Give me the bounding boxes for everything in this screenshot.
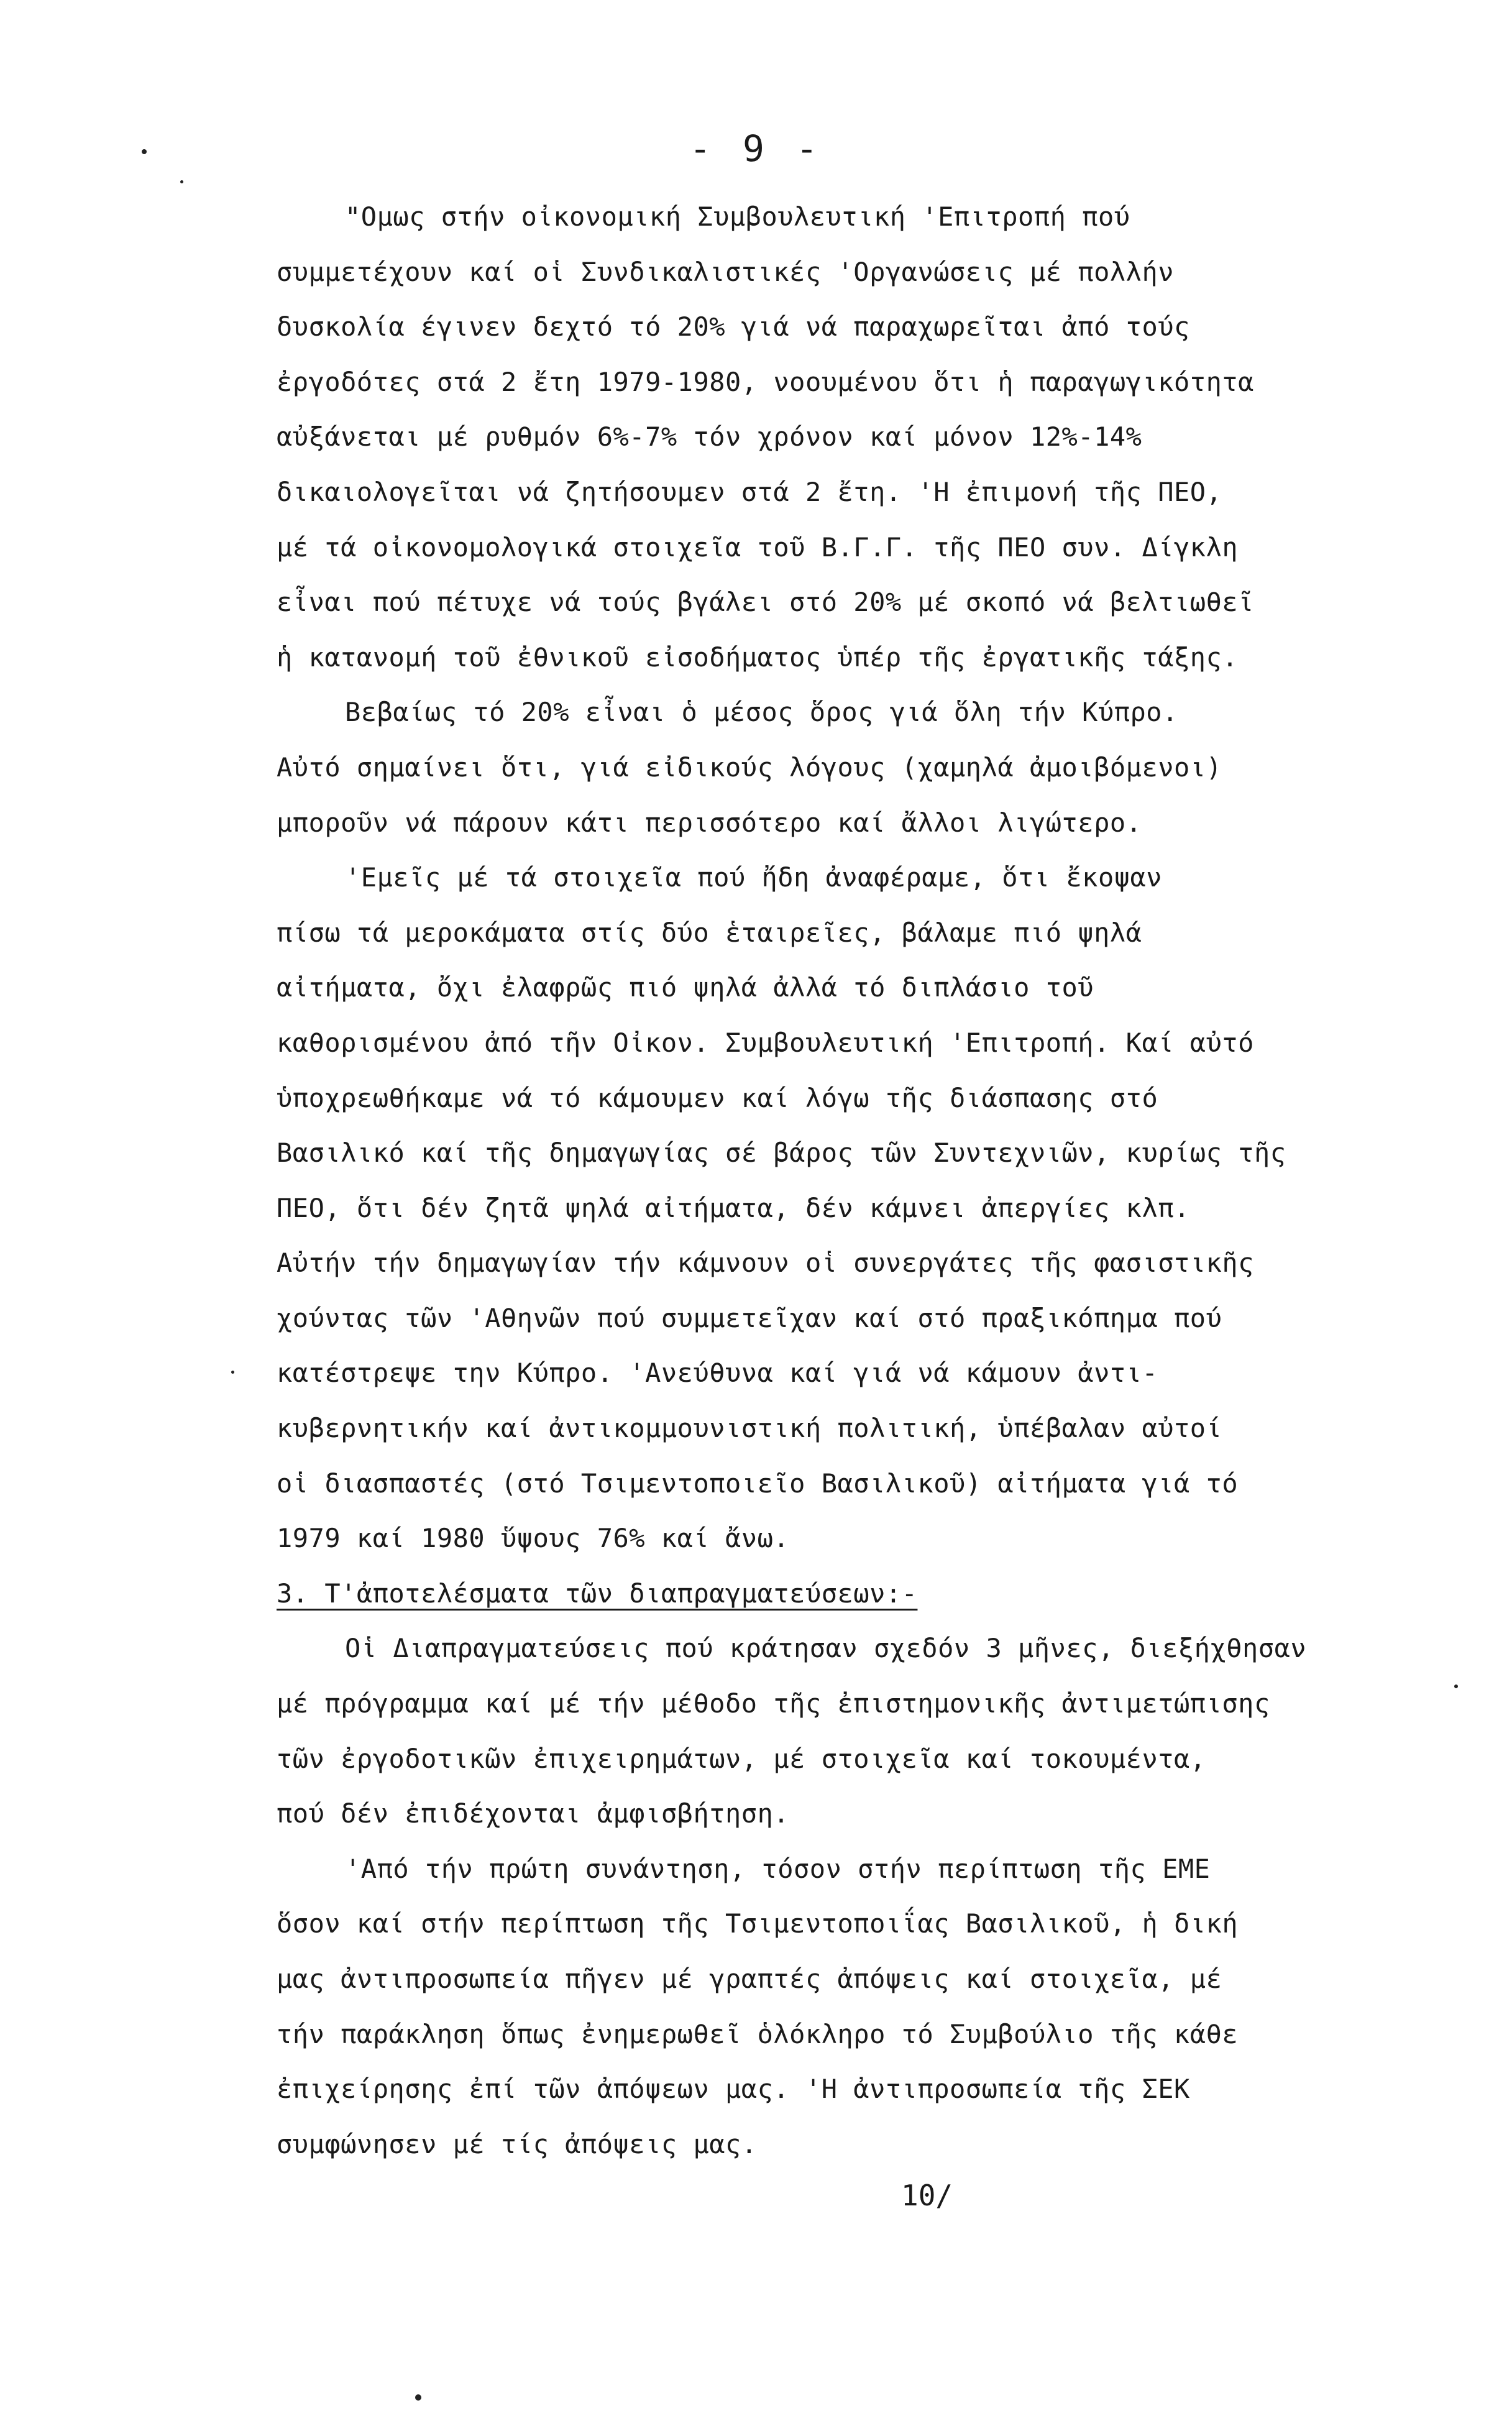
text-line: χούντας τῶν 'Αθηνῶν πού συμμετεῖχαν καί στό πραξικόπημα πού <box>277 1302 1222 1333</box>
text-line: οἱ διασπαστές (στό Τσιμεντοποιεῖο Βασιλικοῦ) αἰτήματα γιά τό <box>277 1468 1239 1499</box>
text-line: Αὐτήν τήν δημαγωγίαν τήν κάμνουν οἱ συνεργάτες τῆς φασιστικῆς <box>277 1248 1254 1279</box>
section-heading: 3. Τ'ἀποτελέσματα τῶν διαπραγματεύσεων:- <box>277 1578 918 1609</box>
text-line: αὐξάνεται μέ ρυθμόν 6%-7% τόν χρόνον καί μόνον 12%-14% <box>277 421 1142 453</box>
text-line: εἶναι πού πέτυχε νά τούς βγάλει στό 20% μέ σκοπό νά βελτιωθεῖ <box>277 587 1254 618</box>
text-line: Βασιλικό καί τῆς δημαγωγίας σέ βάρος τῶν Συντεχνιῶν, κυρίως τῆς <box>277 1138 1286 1169</box>
text-line: ἡ κατανομή τοῦ ἐθνικοῦ εἰσοδήματος ὑπέρ τῆς ἐργατικῆς τάξης. <box>277 641 1239 673</box>
document-body <box>277 190 1457 2172</box>
text-line: δυσκολία έγινεν δεχτό τό 20% γιά νά παραχωρεῖται ἀπό τούς <box>277 311 1190 342</box>
text-line: κυβερνητικήν καί ἀντικομμουνιστική πολιτική, ὑπέβαλαν αὐτοί <box>277 1413 1222 1444</box>
text-line: "Ομως στήν οἰκονομική Συμβουλευτική 'Επιτροπή πού <box>345 201 1130 232</box>
page-number: - 9 - <box>689 127 823 170</box>
text-line: ὑποχρεωθήκαμε νά τό κάμουμεν καί λόγω τῆς διάσπασης στό <box>277 1082 1158 1113</box>
text-line: ὅσον καί στήν περίπτωση τῆς Τσιμεντοποιΐας Βασιλικοῦ, ἡ δική <box>277 1908 1239 1939</box>
text-line: Οἱ Διαπραγματεύσεις πού κράτησαν σχεδόν 3 μῆνες, διεξήχθησαν <box>345 1633 1307 1664</box>
scan-speck <box>1454 1685 1458 1688</box>
text-line: πίσω τά μεροκάματα στίς δύο ἑταιρεῖες, βάλαμε πιό ψηλά <box>277 917 1142 948</box>
text-line: συμφώνησεν μέ τίς ἀπόψεις μας. <box>277 2128 758 2159</box>
section-heading-line <box>277 1566 1457 1622</box>
text-line: αἰτήματα, ὄχι ἐλαφρῶς πιό ψηλά ἀλλά τό διπλάσιο τοῦ <box>277 972 1094 1003</box>
text-line: κατέστρεψε την Κύπρο. 'Ανεύθυνα καί γιά νά κάμουν ἀντι- <box>277 1358 1158 1389</box>
text-line: μέ πρόγραμμα καί μέ τήν μέθοδο τῆς ἐπιστημονικῆς ἀντιμετώπισης <box>277 1688 1270 1719</box>
text-line: Αὐτό σημαίνει ὅτι, γιά εἰδικούς λόγους (χαμηλά ἀμοιβόμενοι) <box>277 751 1222 783</box>
text-line: πού δέν ἐπιδέχονται ἀμφισβήτηση. <box>277 1798 790 1829</box>
text-line: δικαιολογεῖται νά ζητήσουμεν στά 2 ἔτη. 'Η ἐπιμονή τῆς ΠΕΟ, <box>277 476 1222 507</box>
scan-speck <box>415 2394 421 2401</box>
text-line: μέ τά οἰκονομολογικά στοιχεῖα τοῦ Β.Γ.Γ. τῆς ΠΕΟ συν. Δίγκλη <box>277 531 1239 563</box>
scan-speck <box>142 149 147 154</box>
text-line: Βεβαίως τό 20% εἶναι ὁ μέσος ὅρος γιά ὅλη τήν Κύπρο. <box>345 697 1178 728</box>
text-line: 'Από τήν πρώτη συνάντηση, τόσον στήν περίπτωση τῆς ΕΜΕ <box>345 1853 1211 1884</box>
text-line: μας ἀντιπροσωπεία πῆγεν μέ γραπτές ἀπόψεις καί στοιχεῖα, μέ <box>277 1964 1222 1994</box>
text-line: 'Εμεῖς μέ τά στοιχεῖα πού ἤδη ἀναφέραμε, ὅτι ἔκοψαν <box>345 862 1163 893</box>
text-line: μποροῦν νά πάρουν κάτι περισσότερο καί ἄλλοι λιγώτερο. <box>277 807 1142 838</box>
continuation-marker: 10/ <box>901 2179 953 2212</box>
text-line: τήν παράκληση ὅπως ἐνημερωθεῖ ὁλόκληρο τό Συμβούλιο τῆς κάθε <box>277 2018 1239 2049</box>
scan-speck <box>231 1371 234 1374</box>
text-line: καθορισμένου ἀπό τῆν Οἰκον. Συμβουλευτική 'Επιτροπή. Καί αὐτό <box>277 1027 1254 1058</box>
text-line: ΠΕΟ, ὅτι δέν ζητᾶ ψηλά αἰτήματα, δέν κάμνει ἀπεργίες κλπ. <box>277 1192 1190 1223</box>
text-line: ἐπιχείρησης ἐπί τῶν ἀπόψεων μας. 'Η ἀντιπροσωπεία τῆς ΣΕΚ <box>277 2074 1190 2105</box>
text-line: τῶν ἐργοδοτικῶν ἐπιχειρημάτων, μέ στοιχεῖα καί τοκουμέντα, <box>277 1743 1206 1774</box>
text-line: 1979 καί 1980 ὕψους 76% καί ἄνω. <box>277 1523 790 1554</box>
text-line: συμμετέχουν καί οἱ Συνδικαλιστικές 'Οργανώσεις μέ πολλήν <box>277 256 1175 287</box>
scan-speck <box>180 180 183 183</box>
text-line: ἐργοδότες στά 2 ἔτη 1979-1980, νοουμένου ὅτι ἡ παραγωγικότητα <box>277 366 1254 397</box>
